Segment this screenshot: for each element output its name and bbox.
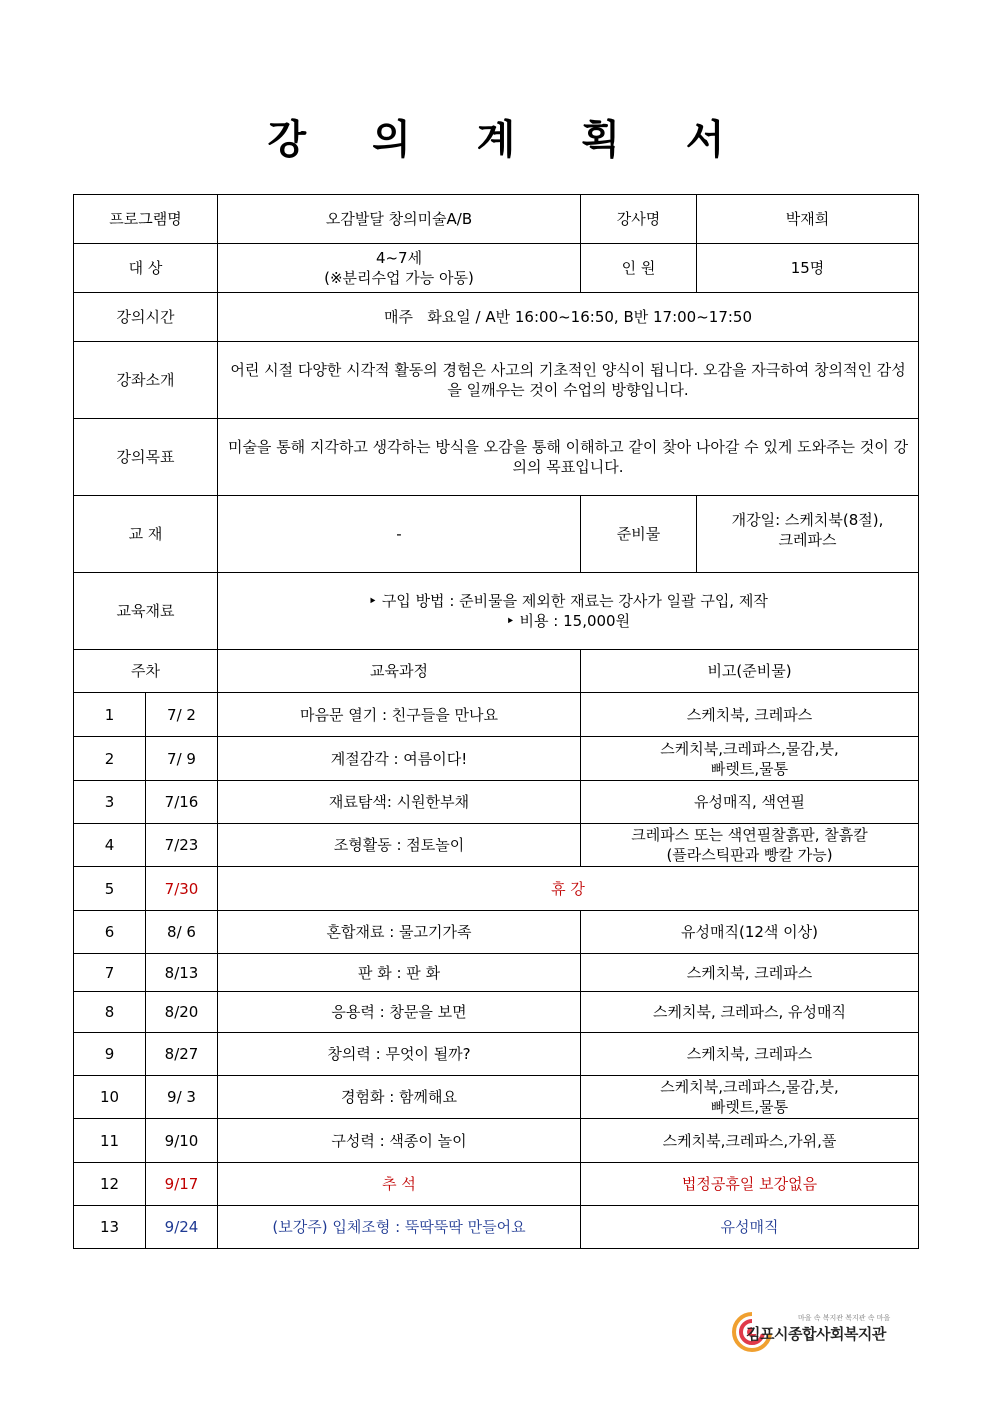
week-number-cell: 10 (74, 1076, 146, 1119)
week-number-cell: 11 (74, 1119, 146, 1163)
week-date-cell: 8/20 (146, 992, 218, 1033)
note-line: 유성매직, 색연필 (694, 793, 805, 811)
week-date-cell: 9/17 (146, 1163, 218, 1206)
goal-row (74, 419, 919, 496)
time-label: 강의시간 (74, 293, 218, 342)
note-line: 법정공휴일 보강없음 (681, 1175, 818, 1193)
prep-label: 준비물 (581, 496, 697, 573)
week-date-cell: 9/24 (146, 1206, 218, 1249)
table-row (74, 781, 919, 824)
course-cell: 조형활동 : 점토놀이 (218, 824, 581, 867)
logo-tagline: 마을 속 복지관 복지관 속 마을 (798, 1314, 891, 1322)
table-row (74, 867, 919, 911)
note-line: 유성매직(12색 이상) (681, 923, 819, 941)
note-header: 비고(준비물) (581, 650, 919, 693)
note-cell (581, 1206, 919, 1249)
table-row (74, 1163, 919, 1206)
note-cell (581, 693, 919, 737)
note-cell (581, 737, 919, 781)
note-line: 크레파스 또는 색연필찰흙판, 찰흙칼 (631, 826, 868, 844)
note-line: 스케치북,크레파스,가위,풀 (662, 1131, 837, 1150)
time-value: 매주 화요일 / A반 16:00~16:50, B반 17:00~17:50 (218, 293, 919, 342)
course-cell: 계절감각 : 여름이다! (218, 737, 581, 781)
time-row (74, 293, 919, 342)
table-row (74, 693, 919, 737)
note-cell (581, 824, 919, 867)
textbook-label: 교 재 (74, 496, 218, 573)
week-number-cell: 13 (74, 1206, 146, 1249)
table-row (74, 911, 919, 954)
week-number-cell: 5 (74, 867, 146, 911)
instructor-label: 강사명 (581, 195, 697, 244)
course-cell: 응용력 : 창문을 보면 (218, 992, 581, 1033)
target-row (74, 244, 919, 293)
course-header: 교육과정 (218, 650, 581, 693)
materials-value (218, 573, 919, 650)
week-date-cell: 9/10 (146, 1119, 218, 1163)
week-date-cell: 9/ 3 (146, 1076, 218, 1119)
course-cell: (보강주) 입체조형 : 뚝딱뚝딱 만들어요 (218, 1206, 581, 1249)
note-line: 스케치북, 크레파스 (686, 705, 813, 724)
table-row (74, 992, 919, 1033)
course-cell: 재료탐색: 시원한부채 (218, 781, 581, 824)
course-cell: 마음문 열기 : 친구들을 만나요 (218, 693, 581, 737)
target-value (218, 244, 581, 293)
target-note: (※분리수업 가능 아동) (324, 269, 474, 287)
note-cell (581, 1076, 919, 1119)
note-line: 스케치북,크레파스,물감,붓, (660, 1078, 839, 1096)
note-cell (581, 1163, 919, 1206)
week-date-cell: 8/27 (146, 1033, 218, 1076)
week-date-cell: 8/13 (146, 954, 218, 992)
note-cell (581, 911, 919, 954)
intro-value: 어린 시절 다양한 시각적 활동의 경험은 사고의 기초적인 양식이 됩니다. 오감을 자극하여 창의적인 감성을 일깨우는 것이 수업의 방향입니다. (218, 342, 919, 419)
course-cell: 경험화 : 함께해요 (218, 1076, 581, 1119)
target-label: 대 상 (74, 244, 218, 293)
note-cell (581, 954, 919, 992)
page-title: 강 의 계 획 서 (267, 116, 751, 163)
note-cell (581, 781, 919, 824)
goal-label: 강의목표 (74, 419, 218, 496)
week-date-cell: 8/ 6 (146, 911, 218, 954)
week-number-cell: 4 (74, 824, 146, 867)
schedule-header-row (74, 650, 919, 693)
textbook-value: - (218, 496, 581, 573)
lecture-plan-table (73, 194, 919, 1249)
table-row (74, 824, 919, 867)
note-line: 빠렛트,물통 (710, 759, 789, 778)
table-row (74, 1076, 919, 1119)
week-number-cell: 2 (74, 737, 146, 781)
week-number-cell: 9 (74, 1033, 146, 1076)
capacity-label: 인 원 (581, 244, 697, 293)
course-cell: 추 석 (218, 1163, 581, 1206)
table-row (74, 954, 919, 992)
week-number-cell: 12 (74, 1163, 146, 1206)
week-date-cell: 7/23 (146, 824, 218, 867)
week-number-cell: 8 (74, 992, 146, 1033)
course-cell: 판 화 : 판 화 (218, 954, 581, 992)
week-number-cell: 6 (74, 911, 146, 954)
note-line: 스케치북,크레파스,물감,붓, (660, 739, 839, 758)
table-row (74, 1033, 919, 1076)
week-date-cell: 7/16 (146, 781, 218, 824)
week-number-cell: 3 (74, 781, 146, 824)
note-line: (플라스틱판과 빵칼 가능) (666, 846, 833, 864)
note-line: 유성매직 (720, 1218, 779, 1236)
week-date-cell: 7/ 9 (146, 737, 218, 781)
table-row (74, 1206, 919, 1249)
note-cell (581, 1033, 919, 1076)
table-row (74, 1119, 919, 1163)
week-date-cell: 7/ 2 (146, 693, 218, 737)
week-date-cell: 7/30 (146, 867, 218, 911)
materials-label: 교육재료 (74, 573, 218, 650)
textbook-row (74, 496, 919, 573)
week-number-cell: 1 (74, 693, 146, 737)
schedule-body (74, 693, 919, 1249)
week-header: 주차 (74, 650, 218, 693)
intro-label: 강좌소개 (74, 342, 218, 419)
week-number-cell: 7 (74, 954, 146, 992)
note-line: 스케치북, 크레파스 (686, 963, 813, 982)
note-line: 스케치북, 크레파스 (686, 1045, 813, 1063)
program-label: 프로그램명 (74, 195, 218, 244)
prep-value (697, 496, 919, 573)
course-cell: 구성력 : 색종이 놀이 (218, 1119, 581, 1163)
capacity-value: 15명 (697, 244, 919, 293)
note-line: 스케치북, 크레파스, 유성매직 (653, 1003, 846, 1021)
goal-value: 미술을 통해 지각하고 생각하는 방식을 오감을 통해 이해하고 같이 찾아 나아갈 수 있게 도와주는 것이 강의의 목표입니다. (218, 419, 919, 496)
note-line: 빠렛트,물통 (710, 1098, 789, 1116)
note-cell (581, 1119, 919, 1163)
logo-name: 김포시종합사회복지관 (746, 1325, 886, 1343)
note-cell (581, 992, 919, 1033)
materials-purchase: ‣ 구입 방법 : 준비물을 제외한 재료는 강사가 일괄 구입, 제작 (368, 592, 768, 610)
course-cell: 휴 강 (218, 867, 919, 911)
program-row (74, 195, 919, 244)
course-cell: 창의력 : 무엇이 될까? (218, 1033, 581, 1076)
intro-row (74, 342, 919, 419)
prep-line-2: 크레파스 (778, 531, 837, 549)
program-value: 오감발달 창의미술A/B (218, 195, 581, 244)
course-cell: 혼합재료 : 물고기가족 (218, 911, 581, 954)
prep-line-1: 개강일: 스케치북(8절), (731, 511, 884, 529)
materials-cost: ‣ 비용 : 15,000원 (505, 612, 631, 630)
target-age: 4~7세 (375, 249, 423, 267)
instructor-value: 박재희 (697, 195, 919, 244)
materials-row (74, 573, 919, 650)
table-row (74, 737, 919, 781)
